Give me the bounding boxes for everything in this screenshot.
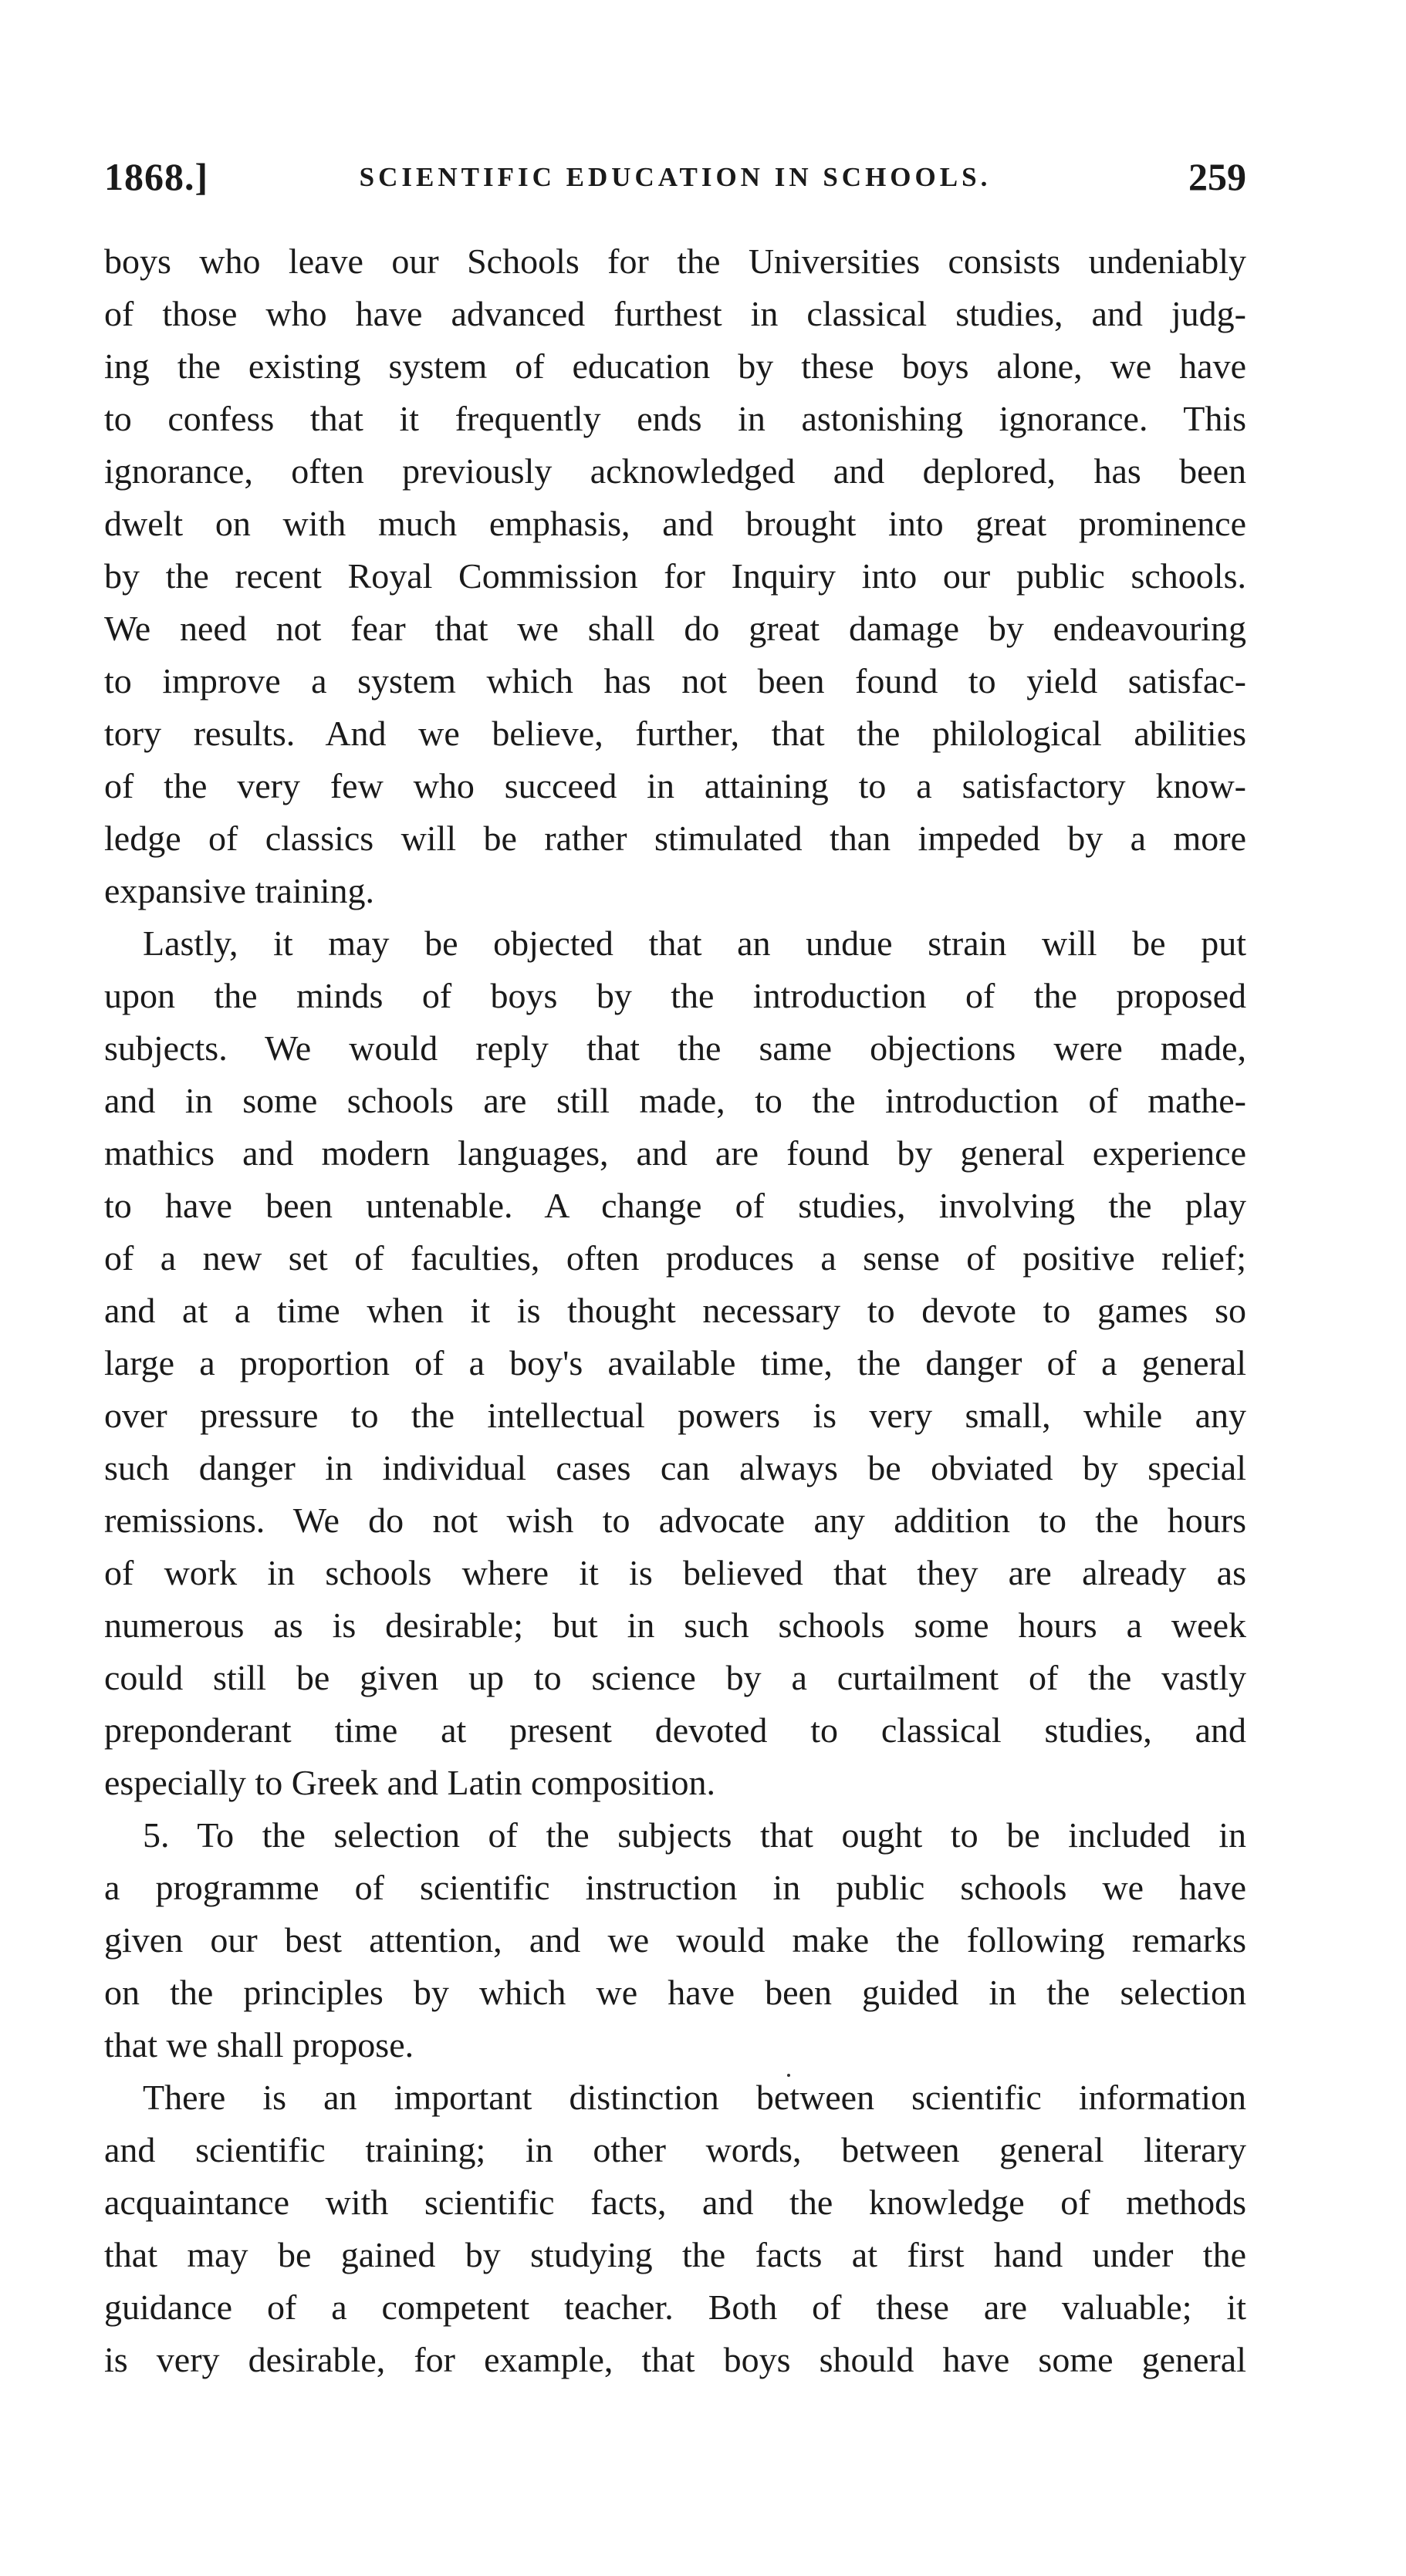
text-line: especially to Greek and Latin composition.	[104, 1763, 715, 1802]
text-line: and in some schools are still made, to the introduction of mathe-	[104, 1081, 1246, 1120]
text-line: preponderant time at present devoted to classical studies, and	[104, 1710, 1246, 1750]
text-line: a programme of scientific instruction in public schools we have	[104, 1868, 1246, 1907]
text-line: of a new set of faculties, often produces a sense of positive relief;	[104, 1238, 1246, 1278]
text-line: such danger in individual cases can always be obviated by special	[104, 1448, 1246, 1487]
text-line: ledge of classics will be rather stimulated than impeded by a more	[104, 819, 1246, 858]
text-line: ing the existing system of education by these boys alone, we have	[104, 346, 1246, 386]
text-line: large a proportion of a boy's available time, the danger of a general	[104, 1343, 1246, 1383]
text-line: boys who leave our Schools for the Universities consists undeniably	[104, 241, 1246, 281]
text-line: could still be given up to science by a curtailment of the vastly	[104, 1658, 1246, 1697]
body-text	[104, 235, 1246, 2386]
text-line: There is an important distinction between scientific information	[143, 2078, 1246, 2117]
text-line: expansive training.	[104, 871, 375, 910]
text-line: guidance of a competent teacher. Both of these are valuable; it	[104, 2287, 1246, 2327]
header-year: 1868.]	[104, 155, 209, 198]
text-line: remissions. We do not wish to advocate any addition to the hours	[104, 1501, 1246, 1540]
text-line: ignorance, often previously acknowledged and deplored, has been	[104, 451, 1246, 491]
text-line: given our best attention, and we would make the following remarks	[104, 1920, 1246, 1960]
text-line: of the very few who succeed in attaining to a satisfactory know-	[104, 766, 1246, 805]
text-line: to improve a system which has not been found to yield satisfac-	[104, 661, 1246, 701]
text-line: that may be gained by studying the facts at first hand under the	[104, 2235, 1246, 2274]
text-line: mathics and modern languages, and are found by general experience	[104, 1133, 1246, 1173]
text-line: of work in schools where it is believed that they are already as	[104, 1553, 1246, 1592]
text-line: upon the minds of boys by the introduction of the proposed	[104, 976, 1246, 1015]
text-line: to confess that it frequently ends in astonishing ignorance. This	[104, 399, 1246, 438]
text-line: tory results. And we believe, further, that the philological abilities	[104, 714, 1246, 753]
text-line: of those who have advanced furthest in classical studies, and judg-	[104, 294, 1246, 333]
text-line: to have been untenable. A change of studies, involving the play	[104, 1186, 1246, 1225]
text-line: that we shall propose.	[104, 2025, 414, 2065]
text-line: subjects. We would reply that the same objections were made,	[104, 1028, 1246, 1068]
text-line: We need not fear that we shall do great damage by endeavouring	[104, 609, 1246, 648]
text-line: and at a time when it is thought necessary to devote to games so	[104, 1291, 1246, 1330]
running-header	[104, 154, 1246, 208]
text-line: dwelt on with much emphasis, and brought into great prominence	[104, 504, 1246, 543]
text-line: on the principles by which we have been guided in the selection	[104, 1973, 1246, 2012]
text-line: 5. To the selection of the subjects that ought to be included in	[143, 1815, 1246, 1855]
text-line: is very desirable, for example, that boys should have some general	[104, 2340, 1246, 2379]
text-line: acquaintance with scientific facts, and the knowledge of methods	[104, 2183, 1246, 2222]
ink-dot	[787, 2074, 790, 2077]
header-running-title: SCIENTIFIC EDUCATION IN SCHOOLS.	[359, 162, 992, 192]
text-line: and scientific training; in other words, between general literary	[104, 2130, 1246, 2169]
text-line: by the recent Royal Commission for Inquiry into our public schools.	[104, 556, 1246, 596]
text-line: numerous as is desirable; but in such schools some hours a week	[104, 1605, 1246, 1645]
page-number: 259	[1188, 155, 1246, 198]
text-line: over pressure to the intellectual powers is very small, while any	[104, 1396, 1246, 1435]
text-line: Lastly, it may be objected that an undue strain will be put	[143, 923, 1246, 963]
